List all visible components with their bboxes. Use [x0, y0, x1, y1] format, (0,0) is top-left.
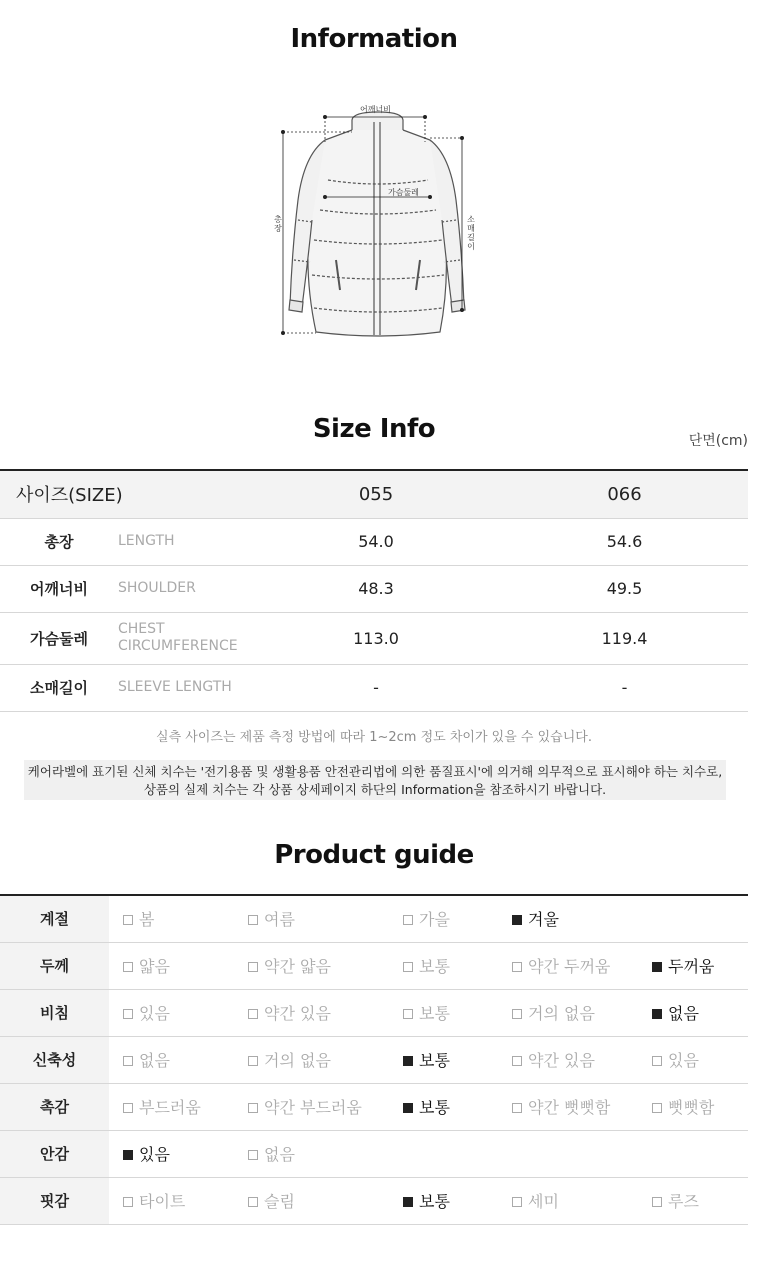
guide-option [389, 1083, 498, 1130]
checked-box-icon [403, 1056, 413, 1066]
guide-option [498, 1083, 638, 1130]
checked-box-icon [403, 1103, 413, 1113]
guide-option-label: 여름 [264, 910, 295, 930]
guide-option-label: 보통 [419, 1051, 450, 1070]
guide-option [498, 1036, 638, 1083]
guide-option [389, 989, 498, 1036]
unchecked-box-icon [512, 1103, 522, 1113]
guide-option-label: 봄 [139, 910, 155, 930]
size-header-label: 사이즈(SIZE) [0, 470, 251, 518]
guide-row [0, 1130, 748, 1177]
guide-row [0, 942, 748, 989]
guide-option [109, 1130, 234, 1177]
row-value-055: 113.0 [251, 612, 501, 664]
guide-option [234, 1177, 389, 1224]
unchecked-box-icon [248, 1197, 258, 1207]
guide-option-label: 부드러움 [139, 1098, 201, 1117]
notice-line-1: 케어라벨에 표기된 신체 치수는 '전기용품 및 생활용품 안전관리법에 의한 품질표시'에 의거해 의무적으로 표시해야 하는 치수로, [27, 764, 723, 779]
row-label-en: SHOULDER [118, 565, 251, 612]
information-title: Information [290, 24, 458, 54]
guide-option-label: 없음 [668, 1004, 699, 1023]
guide-option [389, 1177, 498, 1224]
guide-option [638, 1177, 748, 1224]
guide-option [638, 1083, 748, 1130]
guide-option [389, 895, 498, 942]
unchecked-box-icon [123, 1103, 133, 1113]
guide-option [234, 1130, 389, 1177]
row-label-en: SLEEVE LENGTH [118, 664, 251, 711]
guide-option-label: 얇음 [139, 957, 170, 976]
unchecked-box-icon [248, 915, 258, 925]
checked-box-icon [652, 1009, 662, 1019]
unchecked-box-icon [123, 1056, 133, 1066]
unchecked-box-icon [403, 915, 413, 925]
sleeve-label: 소매길이 [467, 215, 475, 251]
guide-option [638, 1036, 748, 1083]
unchecked-box-icon [512, 962, 522, 972]
notice-line-2: 상품의 실제 치수는 각 상품 상세페이지 하단의 Information을 참조하시기 바랍니다. [143, 782, 607, 797]
measurement-note: 실측 사이즈는 제품 측정 방법에 따라 1~2cm 정도 차이가 있을 수 있습니다. [156, 730, 592, 745]
guide-option-label: 없음 [264, 1145, 295, 1164]
guide-option-label: 보통 [419, 1192, 450, 1211]
unchecked-box-icon [512, 1009, 522, 1019]
guide-option-label: 겨울 [528, 910, 559, 930]
row-value-055: 54.0 [251, 518, 501, 565]
guide-category: 안감 [0, 1130, 109, 1177]
guide-option [234, 942, 389, 989]
checked-box-icon [652, 962, 662, 972]
row-value-066: 119.4 [501, 612, 748, 664]
guide-row [0, 989, 748, 1036]
padded-jacket-illustration [270, 100, 480, 345]
guide-row [0, 1177, 748, 1224]
unchecked-box-icon [123, 962, 133, 972]
guide-category: 계절 [0, 895, 109, 942]
guide-option-label: 없음 [139, 1051, 170, 1070]
guide-option [234, 989, 389, 1036]
guide-row [0, 895, 748, 942]
table-row [0, 664, 748, 711]
guide-category: 두께 [0, 942, 109, 989]
table-row [0, 518, 748, 565]
unchecked-box-icon [248, 1103, 258, 1113]
guide-option [498, 1177, 638, 1224]
guide-option [498, 942, 638, 989]
guide-option [389, 942, 498, 989]
unchecked-box-icon [652, 1056, 662, 1066]
guide-option-label: 보통 [419, 1098, 450, 1117]
guide-row [0, 1083, 748, 1130]
guide-empty-cell [638, 1130, 748, 1177]
guide-option-label: 보통 [419, 1004, 450, 1023]
size-table [0, 469, 748, 712]
guide-option-label: 세미 [528, 1192, 559, 1211]
row-value-066: 49.5 [501, 565, 748, 612]
guide-option-label: 루즈 [668, 1192, 699, 1211]
guide-category: 핏감 [0, 1177, 109, 1224]
guide-option-label: 슬림 [264, 1192, 295, 1211]
guide-option [234, 1083, 389, 1130]
guide-option [638, 989, 748, 1036]
unit-label: 단면(cm) [688, 433, 748, 449]
care-label-notice [24, 760, 726, 800]
row-value-055: - [251, 664, 501, 711]
row-label-kr: 어깨너비 [0, 565, 118, 612]
guide-option-label: 거의 없음 [528, 1004, 595, 1023]
table-row [0, 565, 748, 612]
guide-option [109, 989, 234, 1036]
guide-option-label: 보통 [419, 957, 450, 976]
guide-empty-cell [498, 1130, 638, 1177]
unchecked-box-icon [403, 1009, 413, 1019]
guide-option-label: 가을 [419, 910, 450, 930]
checked-box-icon [512, 915, 522, 925]
guide-option [109, 1083, 234, 1130]
guide-option-label: 약간 있음 [528, 1051, 595, 1070]
row-label-en: LENGTH [118, 518, 251, 565]
guide-option [389, 1036, 498, 1083]
jacket-measurement-diagram [270, 100, 480, 345]
size-header-055: 055 [251, 470, 501, 518]
table-row [0, 612, 748, 664]
size-table-header [0, 470, 748, 518]
row-value-066: 54.6 [501, 518, 748, 565]
guide-option [498, 895, 638, 942]
unchecked-box-icon [123, 915, 133, 925]
length-label: 총장 [274, 215, 282, 233]
guide-category: 비침 [0, 989, 109, 1036]
guide-option [109, 895, 234, 942]
product-guide-table [0, 894, 748, 1225]
unchecked-box-icon [512, 1197, 522, 1207]
guide-empty-cell [389, 1130, 498, 1177]
guide-option-label: 약간 두꺼움 [528, 957, 611, 976]
guide-option-label: 있음 [668, 1051, 699, 1070]
guide-option-label: 두꺼움 [668, 957, 715, 976]
guide-option-label: 있음 [139, 1145, 170, 1164]
checked-box-icon [403, 1197, 413, 1207]
guide-option [234, 1036, 389, 1083]
unchecked-box-icon [248, 1056, 258, 1066]
unchecked-box-icon [248, 1150, 258, 1160]
guide-option [109, 942, 234, 989]
row-label-kr: 소매길이 [0, 664, 118, 711]
unchecked-box-icon [248, 1009, 258, 1019]
guide-option [234, 895, 389, 942]
guide-option-label: 있음 [139, 1004, 170, 1023]
product-guide-title: Product guide [274, 840, 474, 870]
guide-category: 촉감 [0, 1083, 109, 1130]
size-header-066: 066 [501, 470, 748, 518]
guide-empty-cell [638, 895, 748, 942]
guide-option-label: 약간 있음 [264, 1004, 331, 1023]
row-value-055: 48.3 [251, 565, 501, 612]
unchecked-box-icon [123, 1009, 133, 1019]
unchecked-box-icon [652, 1103, 662, 1113]
guide-option-label: 약간 뻣뻣함 [528, 1098, 611, 1117]
guide-option [109, 1036, 234, 1083]
row-label-en: CHEST CIRCUMFERENCE [118, 612, 251, 664]
guide-option-label: 타이트 [139, 1192, 186, 1211]
guide-option-label: 뻣뻣함 [668, 1098, 715, 1117]
guide-row [0, 1036, 748, 1083]
unchecked-box-icon [123, 1197, 133, 1207]
guide-option-label: 거의 없음 [264, 1051, 331, 1070]
shoulder-label: 어깨너비 [360, 105, 391, 114]
unchecked-box-icon [512, 1056, 522, 1066]
guide-option [109, 1177, 234, 1224]
row-value-066: - [501, 664, 748, 711]
unchecked-box-icon [652, 1197, 662, 1207]
guide-option [498, 989, 638, 1036]
checked-box-icon [123, 1150, 133, 1160]
guide-category: 신축성 [0, 1036, 109, 1083]
unchecked-box-icon [403, 962, 413, 972]
row-label-kr: 가슴둘레 [0, 612, 118, 664]
guide-option [638, 942, 748, 989]
unchecked-box-icon [248, 962, 258, 972]
size-info-title: Size Info [312, 414, 436, 444]
chest-label: 가슴둘레 [388, 188, 419, 197]
guide-option-label: 약간 부드러움 [264, 1098, 362, 1117]
row-label-kr: 총장 [0, 518, 118, 565]
guide-option-label: 약간 얇음 [264, 957, 331, 976]
